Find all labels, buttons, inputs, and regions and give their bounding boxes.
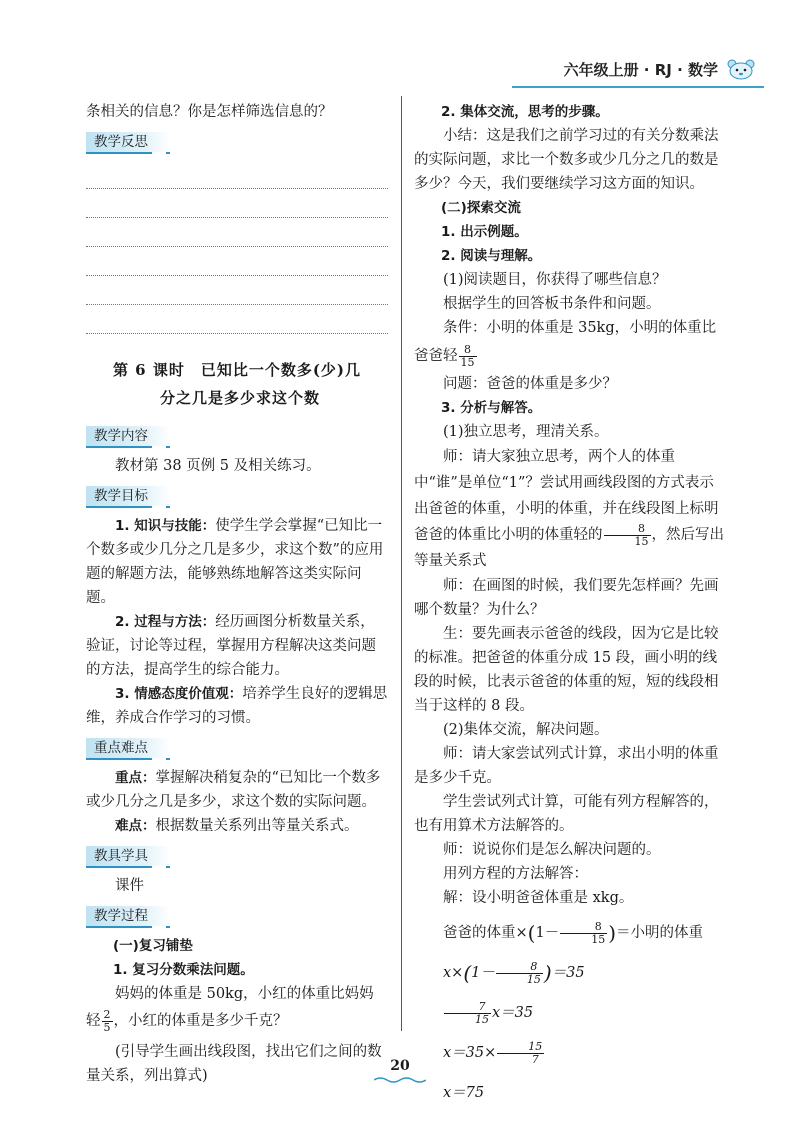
fraction-eight-fifteenths bbox=[604, 523, 651, 548]
reflection-line bbox=[86, 218, 388, 247]
page-number: 20 bbox=[390, 1058, 410, 1074]
section-2-heading: (二)探索交流 bbox=[441, 200, 521, 216]
read-question: (1)阅读题目，你获得了哪些信息？ bbox=[443, 272, 667, 288]
teacher-prompt-1-b: ，然后写出等量关系式 bbox=[414, 527, 724, 569]
reflection-lines bbox=[86, 160, 388, 334]
paren-close: ) bbox=[543, 961, 552, 985]
fraction-denominator: 15 bbox=[634, 534, 649, 548]
fraction-numerator: 8 bbox=[604, 523, 651, 536]
goal-2-label: 2. 过程与方法： bbox=[115, 614, 216, 630]
fraction-numerator: 15 bbox=[497, 1041, 544, 1054]
content-text: 教材第 38 页例 5 及相关练习。 bbox=[115, 458, 321, 474]
item-2-heading: 2. 集体交流，思考的步骤。 bbox=[441, 104, 609, 120]
left-column bbox=[86, 100, 388, 1088]
goal-1-label: 1. 知识与技能： bbox=[115, 518, 216, 534]
header-rule bbox=[512, 86, 764, 88]
review-text-b2: ，小红的体重是多少千克？ bbox=[113, 1013, 288, 1029]
paren-open: ( bbox=[527, 921, 536, 945]
teacher-prompt-2: 师：在画图的时候，我们要先怎样画？先画哪个数量？为什么？ bbox=[414, 578, 719, 618]
tools-text: 课件 bbox=[115, 878, 144, 894]
goal-2-text: 经历画图分析数量关系，验证，讨论等过程，掌握用方程解决这类问题的方法，提高学生的综合能力。 bbox=[86, 614, 376, 678]
reflection-line bbox=[86, 247, 388, 276]
think-text: (1)独立思考，理清关系。 bbox=[443, 424, 609, 440]
eq2-one: 1－ bbox=[471, 965, 495, 981]
fraction-denominator: 5 bbox=[103, 1020, 111, 1034]
review-text-b1: 轻 bbox=[86, 1013, 101, 1029]
fraction-numerator: 7 bbox=[444, 1001, 491, 1014]
fraction-denominator: 15 bbox=[591, 932, 606, 946]
teacher-prompt-4: 师：说说你们是怎么解决问题的。 bbox=[443, 842, 661, 858]
section-tag-process: 教学过程 bbox=[86, 906, 170, 928]
summary-text: 小结：这是我们之前学习过的有关分数乘法的实际问题，求比一个数多或少几分之几的数是多少？今天，我们要继续学习这方面的知识。 bbox=[414, 128, 719, 192]
eq3-fraction bbox=[444, 1001, 491, 1026]
column-divider bbox=[401, 96, 402, 1031]
review-text-b bbox=[86, 1006, 388, 1036]
reflection-line bbox=[86, 160, 388, 189]
fraction-numerator: 8 bbox=[560, 921, 607, 934]
condition-b bbox=[414, 340, 726, 372]
guide-text: (引导学生画出线段图，找出它们之间的数量关系，列出算式) bbox=[86, 1044, 382, 1084]
goal-3 bbox=[86, 682, 388, 730]
key-label: 重点： bbox=[115, 770, 156, 786]
eq2-left: x× bbox=[443, 965, 464, 981]
solve-set: 解：设小明爸爸体重是 xkg。 bbox=[443, 890, 634, 906]
intro-line: 条相关的信息？你是怎样筛选信息的？ bbox=[86, 104, 333, 120]
paren-close: ) bbox=[608, 921, 617, 945]
key-text: 掌握解决稍复杂的“已知比一个数多或少几分之几是多少，求这个数的实际问题。 bbox=[86, 770, 381, 810]
paren-open: ( bbox=[463, 961, 472, 985]
fraction-numerator: 8 bbox=[459, 344, 477, 357]
goal-1 bbox=[86, 514, 388, 610]
section-2-item-1: 1. 出示例题。 bbox=[441, 224, 528, 240]
student-answer-2: 学生尝试列式计算，可能有列方程解答的，也有用算术方法解答的。 bbox=[414, 794, 719, 834]
section-1-heading: (一)复习铺垫 bbox=[113, 938, 193, 954]
student-answer-1: 生：要先画表示爸爸的线段，因为它是比较的标准。把爸爸的体重分成 15 段，画小明的线段的时候，比表示爸爸的体重的短，短的线段相当于这样的 8 段。 bbox=[414, 626, 719, 714]
section-2-item-3: 3. 分析与解答。 bbox=[441, 400, 542, 416]
lesson-title-line1: 第 6 课时 已知比一个数多(少)几 bbox=[112, 361, 362, 379]
bear-face-icon bbox=[724, 58, 758, 80]
section-tag-goals: 教学目标 bbox=[86, 486, 170, 508]
fraction-numerator: 2 bbox=[103, 1007, 111, 1021]
group-discussion: (2)集体交流，解决问题。 bbox=[443, 722, 609, 738]
equation-5: x＝75 bbox=[443, 1085, 485, 1101]
question-text: 问题：爸爸的体重是多少？ bbox=[443, 376, 617, 392]
goal-3-label: 3. 情感态度价值观： bbox=[115, 686, 243, 702]
eq3-right: x＝35 bbox=[492, 1005, 534, 1021]
reflection-line bbox=[86, 305, 388, 334]
running-header bbox=[564, 58, 758, 80]
eq4-left: x＝35× bbox=[443, 1045, 497, 1061]
goal-3-text: 培养学生良好的逻辑思维，养成合作学习的习惯。 bbox=[86, 686, 388, 726]
reflection-line bbox=[86, 189, 388, 218]
goal-2 bbox=[86, 610, 388, 682]
fraction-eight-fifteenths bbox=[459, 344, 477, 369]
goal-1-text: 使学生学会掌握“已知比一个数多或少几分之几是多少，求这个数”的应用题的解题方法，能够熟练地解答这类实际问题。 bbox=[86, 518, 384, 606]
condition-b-text: 爸爸轻 bbox=[414, 348, 458, 364]
condition-a: 条件：小明的体重是 35kg，小明的体重比 bbox=[443, 320, 717, 336]
equation-2 bbox=[414, 956, 726, 990]
teacher-prompt-1 bbox=[414, 444, 726, 574]
teacher-prompt-3: 师：请大家尝试列式计算，求出小明的体重是多少千克。 bbox=[414, 746, 719, 786]
eq1-left: 爸爸的体重× bbox=[443, 925, 528, 941]
board-text: 根据学生的回答板书条件和问题。 bbox=[443, 296, 661, 312]
book-label: 六年级上册 · RJ · 数学 bbox=[563, 60, 718, 79]
reflection-line bbox=[86, 276, 388, 305]
diff-text: 根据数量关系列出等量关系式。 bbox=[155, 818, 359, 834]
equation-3 bbox=[414, 996, 726, 1030]
review-text-a: 妈妈的体重是 50kg，小红的体重比妈妈 bbox=[115, 986, 374, 1002]
eq2-right: ＝35 bbox=[551, 965, 585, 981]
lesson-title bbox=[86, 356, 388, 412]
eq1-right: ＝小明的体重 bbox=[616, 925, 704, 941]
fraction-denominator: 15 bbox=[475, 1012, 489, 1026]
section-2-item-2: 2. 阅读与理解。 bbox=[441, 248, 542, 264]
page-number-ornament bbox=[374, 1076, 426, 1084]
fraction-denominator: 15 bbox=[460, 355, 475, 369]
diff-label: 难点： bbox=[115, 818, 156, 834]
fraction-two-fifths bbox=[102, 1009, 113, 1034]
section-tag-reflection: 教学反思 bbox=[86, 132, 170, 154]
equation-1 bbox=[414, 916, 726, 950]
right-column bbox=[414, 100, 726, 1116]
section-1-item-1: 1. 复习分数乘法问题。 bbox=[113, 962, 254, 978]
eq1-one: 1－ bbox=[535, 925, 560, 941]
section-tag-tools: 教具学具 bbox=[86, 846, 170, 868]
section-tag-keypoints: 重点难点 bbox=[86, 738, 170, 760]
fraction-denominator: 7 bbox=[531, 1052, 539, 1066]
teacher-prompt-1-a: 师：请大家独立思考，两个人的体重中“谁”是单位“1”？尝试用画线段图的方式表示出爸爸的体重，小明的体重，并在线段图上标明爸爸的体重比小明的体重轻的 bbox=[414, 449, 719, 543]
difficulty bbox=[86, 814, 388, 838]
eq2-fraction bbox=[496, 961, 543, 986]
fraction-numerator: 8 bbox=[496, 961, 543, 974]
section-tag-content: 教学内容 bbox=[86, 426, 170, 448]
eq1-fraction bbox=[560, 921, 607, 946]
lesson-title-line2: 分之几是多少求这个数 bbox=[160, 389, 321, 407]
key-point bbox=[86, 766, 388, 814]
fraction-denominator: 15 bbox=[526, 972, 541, 986]
method-text: 用列方程的方法解答： bbox=[443, 866, 588, 882]
